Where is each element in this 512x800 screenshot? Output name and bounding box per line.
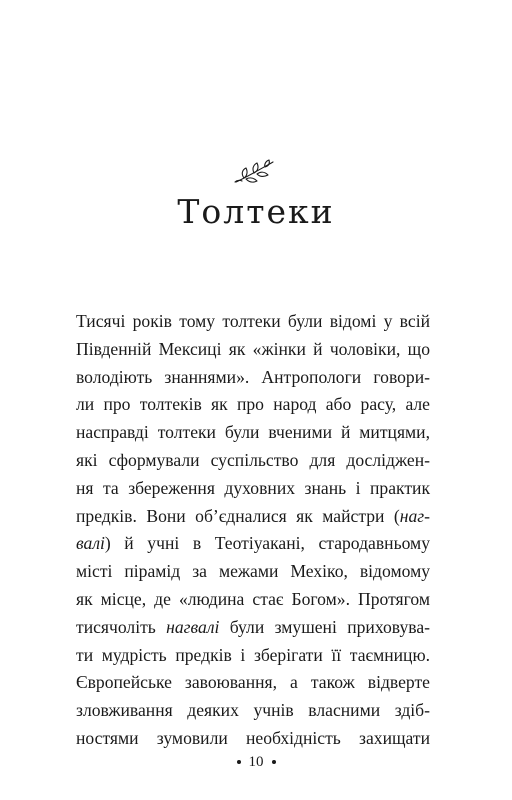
text-run: були змушені приховува- xyxy=(219,616,430,637)
text-run: Південній Мексиці як «жінки й чоловіки, що xyxy=(76,338,430,359)
chapter-title: Толтеки xyxy=(177,192,335,231)
text-line xyxy=(76,614,430,642)
leaf-sprig-icon xyxy=(231,158,279,188)
text-run: володіють знаннями». Антропологи говори- xyxy=(76,366,430,387)
text-line xyxy=(76,419,430,447)
body-paragraph xyxy=(76,308,430,753)
text-line xyxy=(76,697,430,725)
bullet-right-icon xyxy=(272,760,276,764)
text-line xyxy=(76,669,430,697)
text-run: тисячоліть xyxy=(76,616,167,637)
text-run: ) й учні в Теотіуакані, стародавньому xyxy=(104,533,430,554)
text-run: ли про толтеків як про народ або расу, але xyxy=(76,394,430,415)
text-line xyxy=(76,558,430,586)
text-run: зловживання деяких учнів власними здіб- xyxy=(76,700,430,721)
text-line xyxy=(76,364,430,392)
text-run: Тисячі років тому толтеки були відомі у всій xyxy=(76,311,430,331)
text-line xyxy=(76,336,430,364)
text-run: предків. Вони об’єдналися як майстри ( xyxy=(76,505,400,526)
text-run: Європейське завоювання, а також відверте xyxy=(76,672,430,693)
text-line xyxy=(76,308,430,336)
text-line xyxy=(76,530,430,558)
text-run: насправді толтеки були вченими й митцями, xyxy=(76,422,430,443)
text-run: як місце, де «людина стає Богом». Протягом xyxy=(76,588,430,609)
text-line xyxy=(76,642,430,670)
text-run: які сформували суспільство для досліджен- xyxy=(76,449,430,470)
page-footer xyxy=(0,752,512,772)
text-run: місті пірамід за межами Мехіко, відомому xyxy=(76,561,430,582)
text-run: ностями зумовили необхідність захищати xyxy=(76,727,430,748)
italic-term: валі xyxy=(76,533,105,554)
italic-term: нагвалі xyxy=(166,616,220,637)
text-line xyxy=(76,586,430,614)
text-run: ти мудрість предків і зберігати її таємницю. xyxy=(76,644,430,665)
page-number: 10 xyxy=(248,754,264,770)
text-line xyxy=(76,391,430,419)
text-line xyxy=(76,475,430,503)
italic-term: наг- xyxy=(399,505,430,526)
text-run: ня та збереження духовних знань і практик xyxy=(76,477,430,498)
text-line xyxy=(76,503,430,531)
text-line xyxy=(76,725,430,753)
text-line xyxy=(76,447,430,475)
bullet-left-icon xyxy=(237,760,241,764)
